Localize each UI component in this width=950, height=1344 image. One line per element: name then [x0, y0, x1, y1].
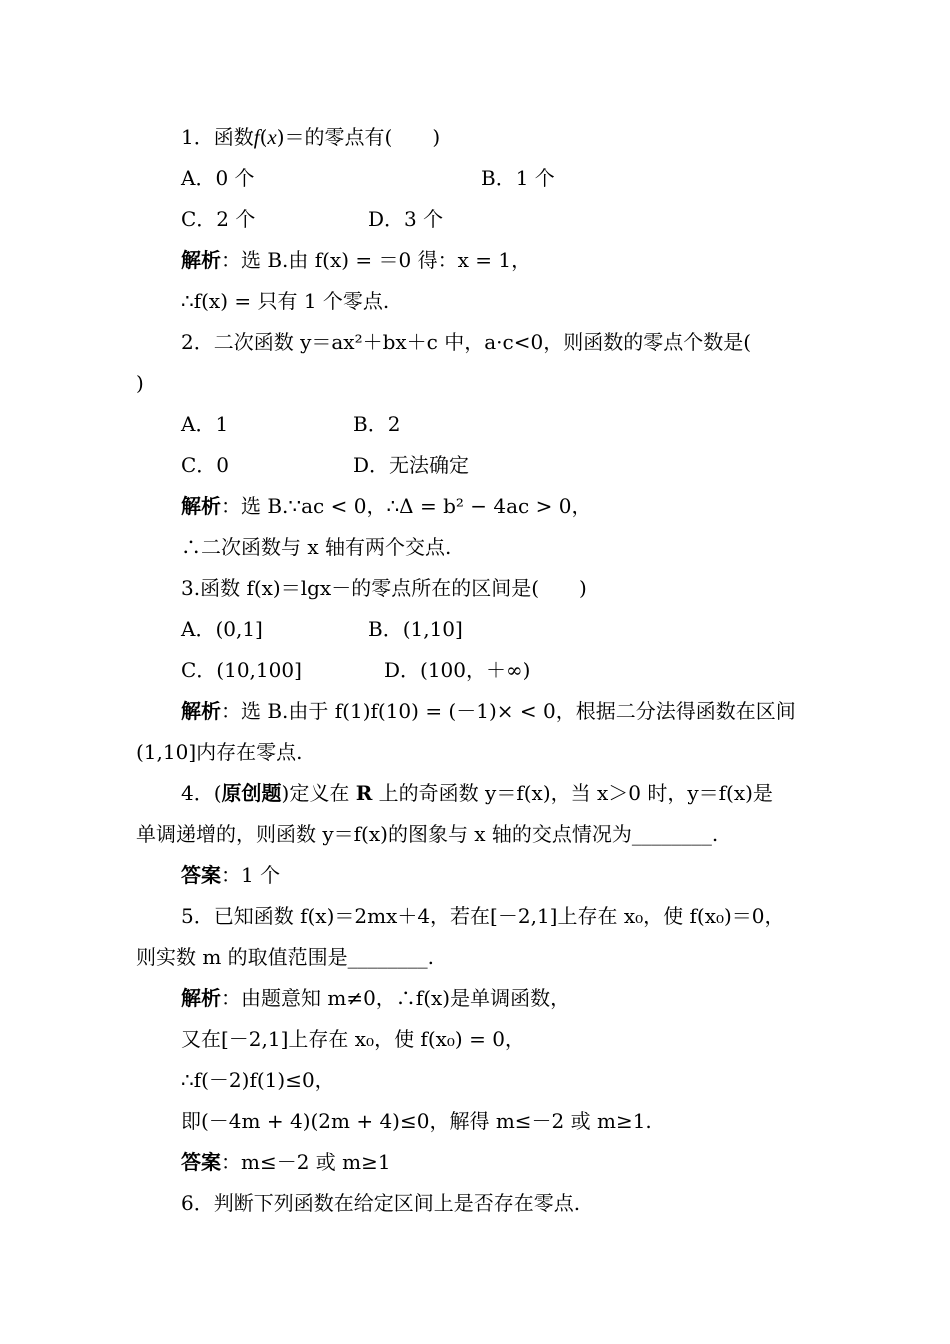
solution-label: 解析 — [181, 986, 221, 1010]
original-question-tag: 原创题 — [221, 781, 282, 805]
q2-option-a: A．1 — [181, 412, 229, 436]
q3-stem: 3.函数 f(x)＝lgx－的零点所在的区间是( ) — [181, 576, 587, 600]
q5-solution-line2: 又在[－2,1]上存在 x₀，使 f(x₀) = 0， — [181, 1027, 525, 1051]
q3-option-c: C．(10,100] — [181, 658, 302, 682]
q2-stem-line1: 2．二次函数 y＝ax²＋bx＋c 中，a·c<0，则函数的零点个数是( — [181, 330, 752, 354]
q1-option-a: A．0 个 — [181, 166, 255, 190]
solution-label: 解析 — [181, 494, 221, 518]
q4-answer: 答案：1 个 — [181, 863, 281, 887]
q4-stem-line1: 4．(原创题)定义在 R 上的奇函数 y＝f(x)，当 x＞0 时，y＝f(x)是 — [181, 781, 773, 805]
q3-option-a: A．(0,1] — [181, 617, 263, 641]
q2-option-b: B．2 — [353, 412, 401, 436]
q1-solution-line1: 解析：选 B.由 f(x) = ＝0 得：x = 1， — [181, 248, 532, 272]
q4-stem-line2: 单调递增的，则函数 y＝f(x)的图象与 x 轴的交点情况为________. — [136, 822, 719, 846]
q1-option-c: C．2 个 — [181, 207, 256, 231]
q3-solution-line2: (1,10]内存在零点. — [136, 740, 303, 764]
q2-option-c: C．0 — [181, 453, 230, 477]
q1-solution-line2: ∴f(x) = 只有 1 个零点. — [181, 289, 390, 313]
q2-solution-line2: ∴二次函数与 x 轴有两个交点. — [181, 535, 452, 559]
q1-stem: 1．函数f(x)＝的零点有( ) — [181, 125, 441, 149]
q3-option-d: D．(100，＋∞) — [384, 658, 531, 682]
q1-option-b: B．1 个 — [481, 166, 555, 190]
q2-option-d: D．无法确定 — [353, 453, 470, 477]
q5-stem-line1: 5．已知函数 f(x)＝2mx＋4，若在[－2,1]上存在 x₀，使 f(x₀)＝0， — [181, 904, 785, 928]
solution-label: 解析 — [181, 699, 221, 723]
answer-label: 答案 — [181, 1150, 221, 1174]
q5-solution-line1: 解析：由题意知 m≠0，∴f(x)是单调函数， — [181, 986, 571, 1010]
q6-stem: 6．判断下列函数在给定区间上是否存在零点. — [181, 1191, 581, 1215]
q2-stem-line2: ) — [136, 371, 144, 395]
q5-solution-line4: 即(－4m + 4)(2m + 4)≤0，解得 m≤－2 或 m≥1. — [181, 1109, 652, 1133]
q3-option-b: B．(1,10] — [368, 617, 463, 641]
q2-solution-line1: 解析：选 B.∵ac < 0，∴Δ = b² − 4ac > 0， — [181, 494, 592, 518]
answer-label: 答案 — [181, 863, 221, 887]
q1-option-d: D．3 个 — [368, 207, 444, 231]
q5-answer: 答案：m≤－2 或 m≥1 — [181, 1150, 391, 1174]
solution-label: 解析 — [181, 248, 221, 272]
q5-stem-line2: 则实数 m 的取值范围是________. — [136, 945, 435, 969]
q3-solution-line1: 解析：选 B.由于 f(1)f(10) = (－1)× < 0，根据二分法得函数在区间 — [181, 699, 796, 723]
q5-solution-line3: ∴f(－2)f(1)≤0， — [181, 1068, 335, 1092]
